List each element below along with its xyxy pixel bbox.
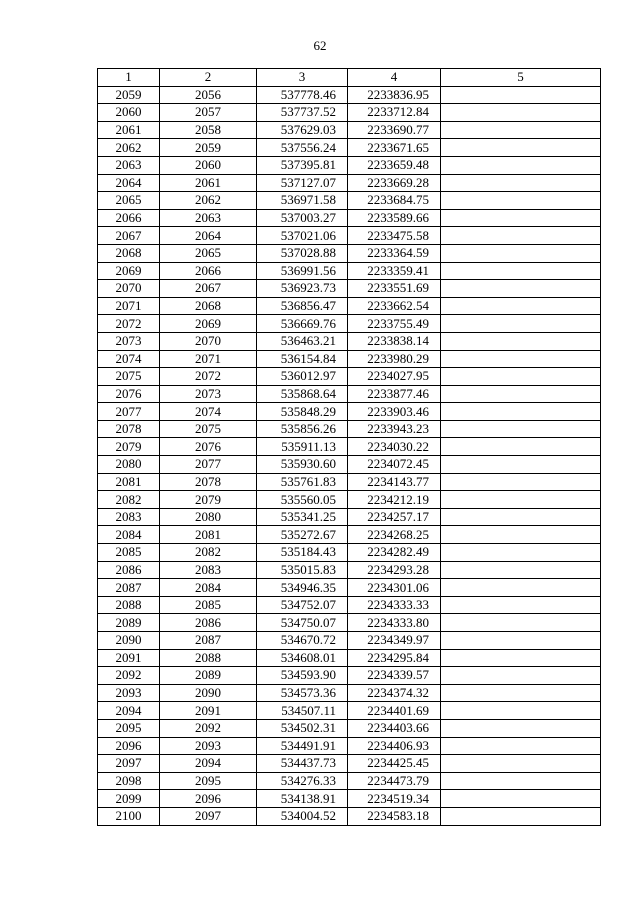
table-cell: 2234143.77 [348,473,441,491]
column-header: 3 [257,69,348,87]
table-cell: 2066 [98,209,160,227]
table-row [98,790,601,808]
table-cell [441,737,601,755]
table-cell: 2077 [98,403,160,421]
table-cell: 536154.84 [257,350,348,368]
table-cell: 2078 [160,473,257,491]
table-cell: 2066 [160,262,257,280]
table-row [98,614,601,632]
table-row [98,244,601,262]
table-cell: 2091 [160,702,257,720]
table-cell [441,632,601,650]
table-cell [441,684,601,702]
table-cell: 2087 [160,632,257,650]
table-cell [441,385,601,403]
table-cell: 2067 [160,280,257,298]
table-cell: 535184.43 [257,544,348,562]
table-cell: 534502.31 [257,719,348,737]
table-cell: 2083 [160,561,257,579]
table-cell [441,368,601,386]
table-cell [441,192,601,210]
table-cell: 2092 [98,667,160,685]
table-cell: 536971.58 [257,192,348,210]
table-row [98,104,601,122]
table-row [98,649,601,667]
table-cell: 2063 [160,209,257,227]
table-cell: 534491.91 [257,737,348,755]
table-cell: 2071 [98,297,160,315]
table-cell: 2234349.97 [348,632,441,650]
table-cell: 2091 [98,649,160,667]
table-row [98,227,601,245]
table-cell: 2233551.69 [348,280,441,298]
table-cell: 536463.21 [257,332,348,350]
table-cell: 537021.06 [257,227,348,245]
table-row [98,702,601,720]
table-row [98,121,601,139]
table-cell: 537556.24 [257,139,348,157]
table-row [98,755,601,773]
page-number: 62 [313,38,327,53]
table-row [98,192,601,210]
table-cell: 534670.72 [257,632,348,650]
table-row [98,156,601,174]
table-cell [441,174,601,192]
table-cell [441,702,601,720]
table-row [98,315,601,333]
table-cell: 534276.33 [257,772,348,790]
table-cell: 2234301.06 [348,579,441,597]
table-cell [441,544,601,562]
table-cell: 536923.73 [257,280,348,298]
table-cell: 535341.25 [257,508,348,526]
table-cell [441,315,601,333]
table-cell: 2068 [160,297,257,315]
table-cell: 2233980.29 [348,350,441,368]
table-cell: 2094 [98,702,160,720]
table-cell: 2093 [160,737,257,755]
table-row [98,280,601,298]
table-cell: 2059 [160,139,257,157]
table-cell: 2234401.69 [348,702,441,720]
table-cell: 535848.29 [257,403,348,421]
table-body [98,86,601,825]
table-cell: 2095 [98,719,160,737]
table-cell: 2234519.34 [348,790,441,808]
table-cell: 2089 [98,614,160,632]
table-cell: 2070 [98,280,160,298]
column-header: 2 [160,69,257,87]
table-cell: 2075 [98,368,160,386]
table-cell: 2234403.66 [348,719,441,737]
table-cell: 2233755.49 [348,315,441,333]
table-cell: 2233364.59 [348,244,441,262]
table-cell: 2087 [98,579,160,597]
table-cell: 2061 [160,174,257,192]
table-cell: 2082 [160,544,257,562]
table-cell [441,104,601,122]
table-row [98,772,601,790]
table-row [98,209,601,227]
table-cell: 2234295.84 [348,649,441,667]
table-cell: 535911.13 [257,438,348,456]
table-cell: 534750.07 [257,614,348,632]
table-cell [441,244,601,262]
table-cell: 2057 [160,104,257,122]
table-cell: 2233359.41 [348,262,441,280]
column-header: 1 [98,69,160,87]
table-cell: 534946.35 [257,579,348,597]
table-cell: 2058 [160,121,257,139]
table-cell [441,297,601,315]
table-cell [441,596,601,614]
table-cell: 2090 [98,632,160,650]
table-cell: 2078 [98,420,160,438]
table-cell [441,755,601,773]
table-cell [441,280,601,298]
table-cell [441,561,601,579]
table-row [98,473,601,491]
table-cell: 2086 [98,561,160,579]
table-cell: 2096 [160,790,257,808]
table-cell: 2060 [98,104,160,122]
table-cell: 2090 [160,684,257,702]
table-cell: 2075 [160,420,257,438]
table-cell: 2233903.46 [348,403,441,421]
table-cell [441,156,601,174]
table-cell: 2079 [98,438,160,456]
table-cell [441,438,601,456]
table-cell: 2234333.80 [348,614,441,632]
table-cell [441,719,601,737]
table-cell: 534752.07 [257,596,348,614]
table-cell: 2081 [98,473,160,491]
table-row [98,456,601,474]
table-row [98,350,601,368]
table-cell: 535856.26 [257,420,348,438]
table-cell: 2056 [160,86,257,104]
table-cell: 2085 [98,544,160,562]
table-row [98,632,601,650]
table-cell: 2076 [160,438,257,456]
table-cell: 2234268.25 [348,526,441,544]
table-cell: 534507.11 [257,702,348,720]
table-row [98,807,601,825]
table-row [98,385,601,403]
table-cell: 2233669.28 [348,174,441,192]
table-cell: 2084 [160,579,257,597]
table-cell: 2082 [98,491,160,509]
table-cell: 535015.83 [257,561,348,579]
table-row [98,544,601,562]
table-cell [441,456,601,474]
table-cell: 2234030.22 [348,438,441,456]
table-row [98,403,601,421]
table-cell: 2074 [160,403,257,421]
table-cell: 2059 [98,86,160,104]
table-cell: 2068 [98,244,160,262]
table-row [98,526,601,544]
table-cell [441,209,601,227]
table-cell: 2064 [160,227,257,245]
table-cell: 2083 [98,508,160,526]
table-cell: 537778.46 [257,86,348,104]
table-cell: 537003.27 [257,209,348,227]
table-cell: 2234257.17 [348,508,441,526]
table-cell: 2074 [98,350,160,368]
table-cell: 2094 [160,755,257,773]
table-cell: 535868.64 [257,385,348,403]
table-row [98,667,601,685]
table-cell: 2099 [98,790,160,808]
table-cell: 2072 [98,315,160,333]
table-cell: 2233690.77 [348,121,441,139]
table-cell: 535761.83 [257,473,348,491]
table-cell: 537629.03 [257,121,348,139]
table-cell [441,139,601,157]
table-row [98,86,601,104]
table-cell: 2076 [98,385,160,403]
table-cell: 2234027.95 [348,368,441,386]
table-cell: 2234212.19 [348,491,441,509]
table-row [98,174,601,192]
table-cell [441,332,601,350]
table-cell [441,614,601,632]
table-cell [441,403,601,421]
table-cell: 2071 [160,350,257,368]
table-cell: 2065 [98,192,160,210]
table-cell: 2098 [98,772,160,790]
table-cell: 2061 [98,121,160,139]
table-header [98,69,601,87]
table-cell: 2097 [98,755,160,773]
table-row [98,297,601,315]
table-cell: 2234406.93 [348,737,441,755]
table-row [98,491,601,509]
table-row [98,737,601,755]
table-cell [441,350,601,368]
table-cell: 2086 [160,614,257,632]
table-cell: 536669.76 [257,315,348,333]
table-cell [441,649,601,667]
table-row [98,438,601,456]
table-cell: 2077 [160,456,257,474]
table-cell [441,579,601,597]
table-cell: 2062 [98,139,160,157]
table-row [98,139,601,157]
table-cell [441,420,601,438]
table-cell: 2234583.18 [348,807,441,825]
table-row [98,420,601,438]
table-cell: 2233838.14 [348,332,441,350]
table-cell: 2062 [160,192,257,210]
table-cell: 2233684.75 [348,192,441,210]
table-row [98,684,601,702]
table-cell [441,121,601,139]
table-cell: 2084 [98,526,160,544]
table-cell: 535272.67 [257,526,348,544]
table-cell: 2069 [98,262,160,280]
header-row [98,69,601,87]
table-cell [441,526,601,544]
table-cell: 2096 [98,737,160,755]
table-cell: 2093 [98,684,160,702]
table-cell: 2234333.33 [348,596,441,614]
table-cell: 536856.47 [257,297,348,315]
table-cell: 2060 [160,156,257,174]
table-cell: 2233662.54 [348,297,441,315]
table-cell: 2233712.84 [348,104,441,122]
table-cell: 2065 [160,244,257,262]
table-cell [441,262,601,280]
table-cell: 537127.07 [257,174,348,192]
table-cell: 2085 [160,596,257,614]
table-cell: 2234425.45 [348,755,441,773]
table-cell: 2234072.45 [348,456,441,474]
table-cell [441,667,601,685]
table-cell: 2233877.46 [348,385,441,403]
table-cell: 2234374.32 [348,684,441,702]
table-cell [441,473,601,491]
table-cell: 534593.90 [257,667,348,685]
table-cell: 2072 [160,368,257,386]
table-cell: 2081 [160,526,257,544]
table-cell [441,86,601,104]
table-cell: 2233836.95 [348,86,441,104]
table-cell: 534138.91 [257,790,348,808]
table-cell: 537395.81 [257,156,348,174]
table-row [98,561,601,579]
table-cell [441,491,601,509]
table-cell: 534573.36 [257,684,348,702]
table-cell [441,508,601,526]
table-cell: 534608.01 [257,649,348,667]
table-cell: 2234473.79 [348,772,441,790]
table-cell: 537028.88 [257,244,348,262]
table-cell: 2233475.58 [348,227,441,245]
coordinates-table [97,68,601,826]
table-cell: 534437.73 [257,755,348,773]
table-cell: 2095 [160,772,257,790]
table-cell: 537737.52 [257,104,348,122]
table-cell: 2233659.48 [348,156,441,174]
table-cell: 2079 [160,491,257,509]
table-cell: 2064 [98,174,160,192]
table-row [98,332,601,350]
table-cell: 2233671.65 [348,139,441,157]
table-cell: 2088 [160,649,257,667]
table-cell: 2088 [98,596,160,614]
table-cell: 2100 [98,807,160,825]
table-cell: 2233589.66 [348,209,441,227]
table-cell: 2069 [160,315,257,333]
table-row [98,579,601,597]
table-cell [441,772,601,790]
column-header: 5 [441,69,601,87]
table-cell: 535930.60 [257,456,348,474]
table-cell [441,807,601,825]
table-cell: 534004.52 [257,807,348,825]
table-cell: 2233943.23 [348,420,441,438]
table-cell [441,790,601,808]
table-row [98,719,601,737]
table-cell: 2234293.28 [348,561,441,579]
table-cell: 536012.97 [257,368,348,386]
table-cell [441,227,601,245]
table-cell: 2073 [98,332,160,350]
table-cell: 2089 [160,667,257,685]
table-cell: 2080 [98,456,160,474]
table-cell: 536991.56 [257,262,348,280]
table-cell: 2080 [160,508,257,526]
table-cell: 2070 [160,332,257,350]
column-header: 4 [348,69,441,87]
table-cell: 2067 [98,227,160,245]
table-cell: 2092 [160,719,257,737]
table-row [98,596,601,614]
table-row [98,368,601,386]
table-cell: 2073 [160,385,257,403]
table-cell: 535560.05 [257,491,348,509]
table-cell: 2063 [98,156,160,174]
table-cell: 2234339.57 [348,667,441,685]
table-row [98,262,601,280]
table-row [98,508,601,526]
table-cell: 2097 [160,807,257,825]
table-cell: 2234282.49 [348,544,441,562]
